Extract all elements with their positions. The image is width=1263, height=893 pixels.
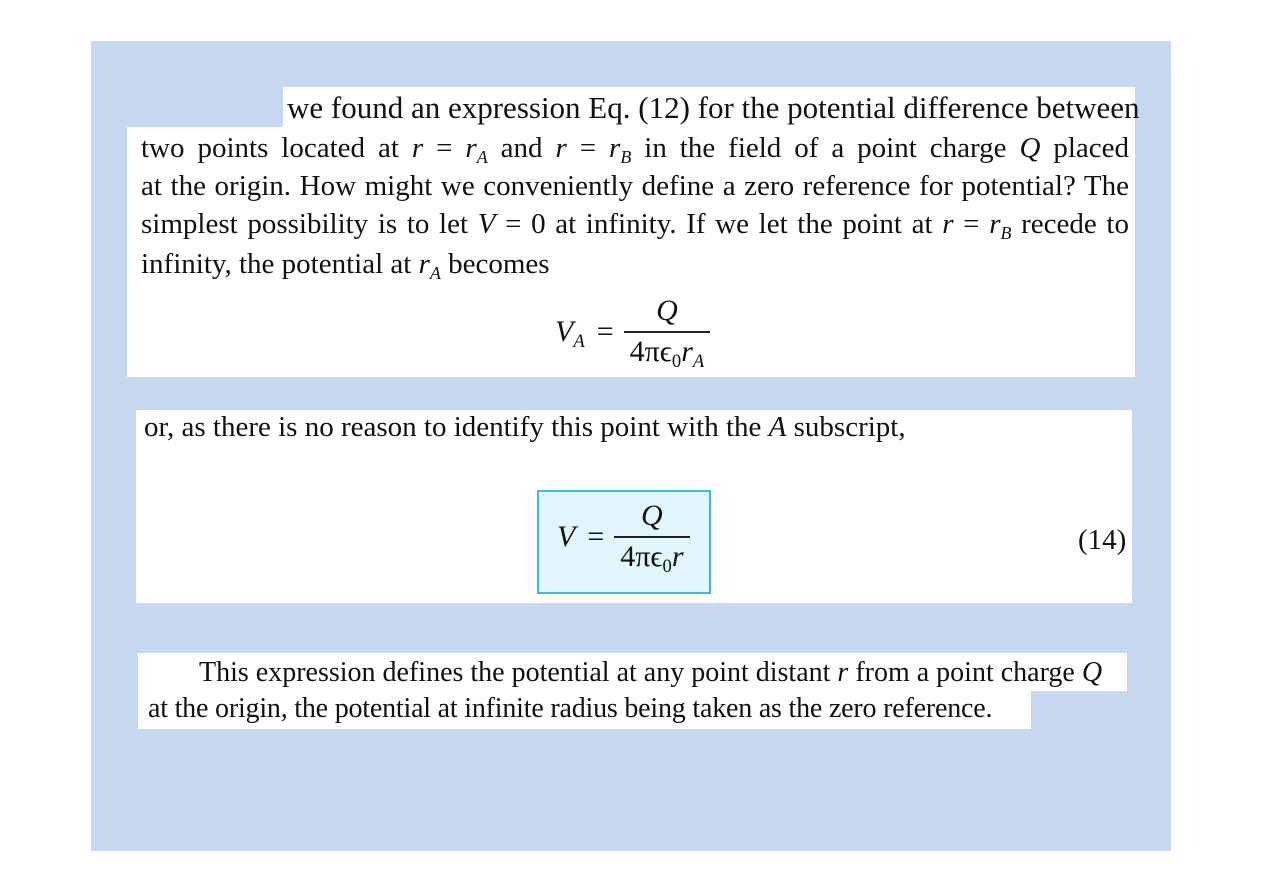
- equation-14-lhs: V: [557, 519, 576, 553]
- equation-14-numerator: Q: [641, 499, 663, 532]
- block1-line2: two points located at $r = r_A$ and $r = r_B$ in the field of a point charge Q placed: [141, 132, 1130, 167]
- equation-va-numerator: Q: [656, 294, 678, 327]
- equation-number: (14): [1078, 524, 1127, 556]
- slide-background: [91, 41, 1171, 851]
- block3-line1: This expression defines the potential at any point distant r from a point charge Q: [199, 657, 1103, 688]
- block1-line4: simplest possibility is to let V = 0 at infinity. If we let the point at $r = r_B$ recede to: [141, 208, 1129, 243]
- equation-14: [557, 499, 690, 577]
- block3-line2: at the origin, the potential at infinite radius being taken as the zero reference.: [148, 693, 993, 724]
- equation-14-denominator: $4\pi\epsilon_0r$: [620, 539, 684, 577]
- equation-14-fraction: [614, 499, 689, 577]
- block1-line1: we found an expression Eq. (12) for the potential difference between: [287, 90, 1140, 125]
- block1-line3: at the origin. How might we conveniently define a zero reference for potential? The: [141, 170, 1129, 202]
- equation-va-equals: =: [596, 314, 614, 348]
- equation-va-denominator: $4\pi\epsilon_0r_A$: [629, 334, 705, 372]
- equation-14-equals: =: [587, 519, 605, 553]
- equation-va-lhs: $V_A$: [555, 314, 585, 352]
- block1-line5: infinity, the potential at $r_A$ becomes: [141, 248, 550, 283]
- block2-text: or, as there is no reason to identify this point with the A subscript,: [144, 411, 906, 443]
- equation-va-fraction: [624, 294, 711, 372]
- equation-va: [555, 294, 710, 372]
